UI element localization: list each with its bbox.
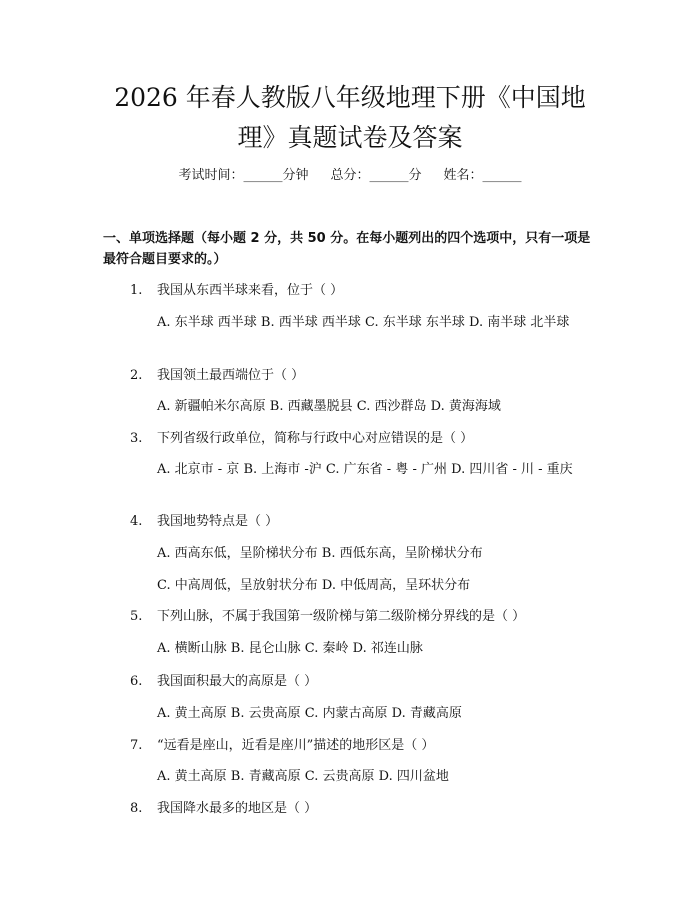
question-stem: 我国面积最大的高原是（ ） xyxy=(157,674,318,689)
exam-time-label: 考试时间：______分钟 xyxy=(178,168,309,183)
question-6-options: A. 黄土高原 B. 云贵高原 C. 内蒙古高原 D. 青藏高原 xyxy=(157,706,462,721)
exam-meta xyxy=(0,166,700,186)
question-stem: 我国从东西半球来看，位于（ ） xyxy=(157,283,344,298)
question-7-options: A. 黄土高原 B. 青藏高原 C. 云贵高原 D. 四川盆地 xyxy=(157,769,449,784)
title-line-2: 理》真题试卷及答案 xyxy=(237,123,463,152)
question-stem: 我国降水最多的地区是（ ） xyxy=(157,801,318,816)
question-3-options: A. 北京市 - 京 B. 上海市 -沪 C. 广东省 - 粤 - 广州 D. 四川省 - 川 - 重庆 xyxy=(157,462,573,477)
question-stem: “远看是座山，近看是座川”描述的地形区是（ ） xyxy=(157,738,435,753)
question-1-options: A. 东半球 西半球 B. 西半球 西半球 C. 东半球 东半球 D. 南半球 北半球 xyxy=(157,315,570,330)
question-stem: 下列山脉，不属于我国第一级阶梯与第二级阶梯分界线的是（ ） xyxy=(157,609,526,624)
question-number: 5. xyxy=(130,609,143,624)
total-score-label: 总分：______分 xyxy=(330,168,422,183)
student-name-label: 姓名：______ xyxy=(443,168,522,183)
question-number: 8. xyxy=(130,801,143,816)
question-number: 2. xyxy=(130,368,143,383)
page-title xyxy=(100,78,600,158)
question-stem: 下列省级行政单位，简称与行政中心对应错误的是（ ） xyxy=(157,431,474,446)
question-number: 6. xyxy=(130,674,143,689)
question-5-options: A. 横断山脉 B. 昆仑山脉 C. 秦岭 D. 祁连山脉 xyxy=(157,641,423,656)
question-stem: 我国领土最西端位于（ ） xyxy=(157,368,305,383)
question-4-options-row-2: C. 中高周低，呈放射状分布 D. 中低周高，呈环状分布 xyxy=(157,578,471,593)
section-heading: 一、单项选择题（每小题 2 分，共 50 分。在每小题列出的四个选项中，只有一项是最符合题目要求的。） xyxy=(103,231,591,267)
title-line-1: 2026 年春人教版八年级地理下册《中国地 xyxy=(114,83,586,112)
question-number: 4. xyxy=(130,514,143,529)
question-number: 1. xyxy=(130,283,143,298)
question-number: 3. xyxy=(130,431,143,446)
question-stem: 我国地势特点是（ ） xyxy=(157,514,279,529)
question-4-options-row-1: A. 西高东低，呈阶梯状分布 B. 西低东高，呈阶梯状分布 xyxy=(157,546,483,561)
question-number: 7. xyxy=(130,738,143,753)
question-2-options: A. 新疆帕米尔高原 B. 西藏墨脱县 C. 西沙群岛 D. 黄海海域 xyxy=(157,399,501,414)
